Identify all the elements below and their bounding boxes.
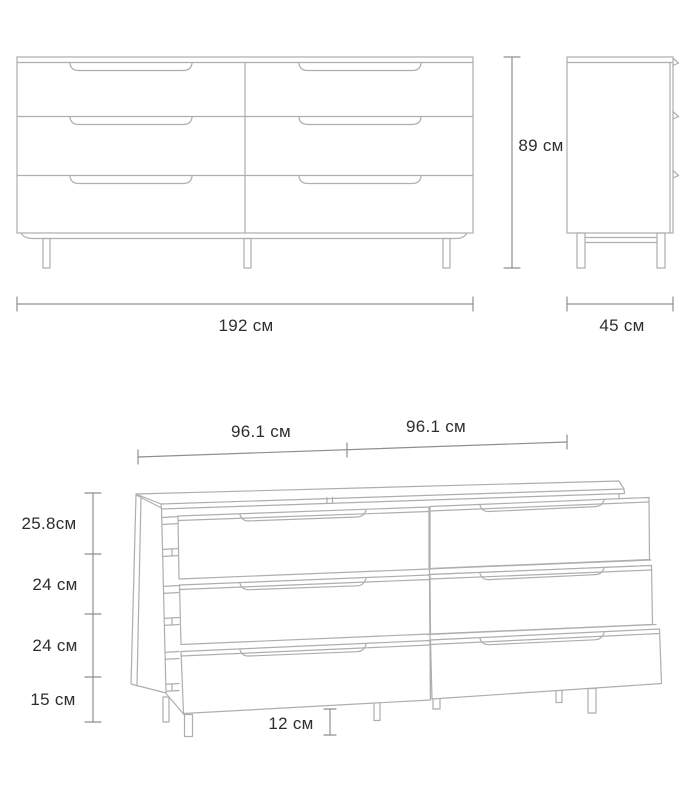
side-view <box>567 57 679 268</box>
front-view <box>17 57 473 268</box>
front-width-dimension <box>17 297 473 311</box>
segment-label-bottom-drawer: 24 см <box>32 636 78 655</box>
perspective-right-drawers <box>426 498 662 700</box>
side-depth-dim-label: 45 см <box>599 316 645 335</box>
module-width-label-right: 96.1 см <box>405 417 467 436</box>
front-width-dim-label: 192 см <box>218 316 274 335</box>
front-base-rail <box>21 233 467 239</box>
height-dim-label: 89 см <box>518 136 564 155</box>
drawer-height-dimension <box>85 493 101 722</box>
side-depth-dimension <box>567 297 673 311</box>
segment-label-middle-drawer: 24 см <box>32 575 78 594</box>
segment-label-top-drawer: 25.8см <box>21 514 77 533</box>
side-carcass <box>567 57 673 233</box>
module-width-dimension <box>138 435 567 464</box>
leg-height-dimension <box>324 709 336 735</box>
side-legs <box>577 233 665 268</box>
height-dimension <box>504 57 520 268</box>
module-width-label-left: 96.1 см <box>230 422 292 441</box>
perspective-view <box>131 481 662 737</box>
side-handle-lips <box>673 58 679 178</box>
perspective-side-panel <box>131 495 184 715</box>
leg-height-label: 12 см <box>268 714 314 733</box>
perspective-left-drawers <box>178 507 431 714</box>
segment-label-base: 15 см <box>30 690 76 709</box>
front-legs <box>43 239 450 269</box>
